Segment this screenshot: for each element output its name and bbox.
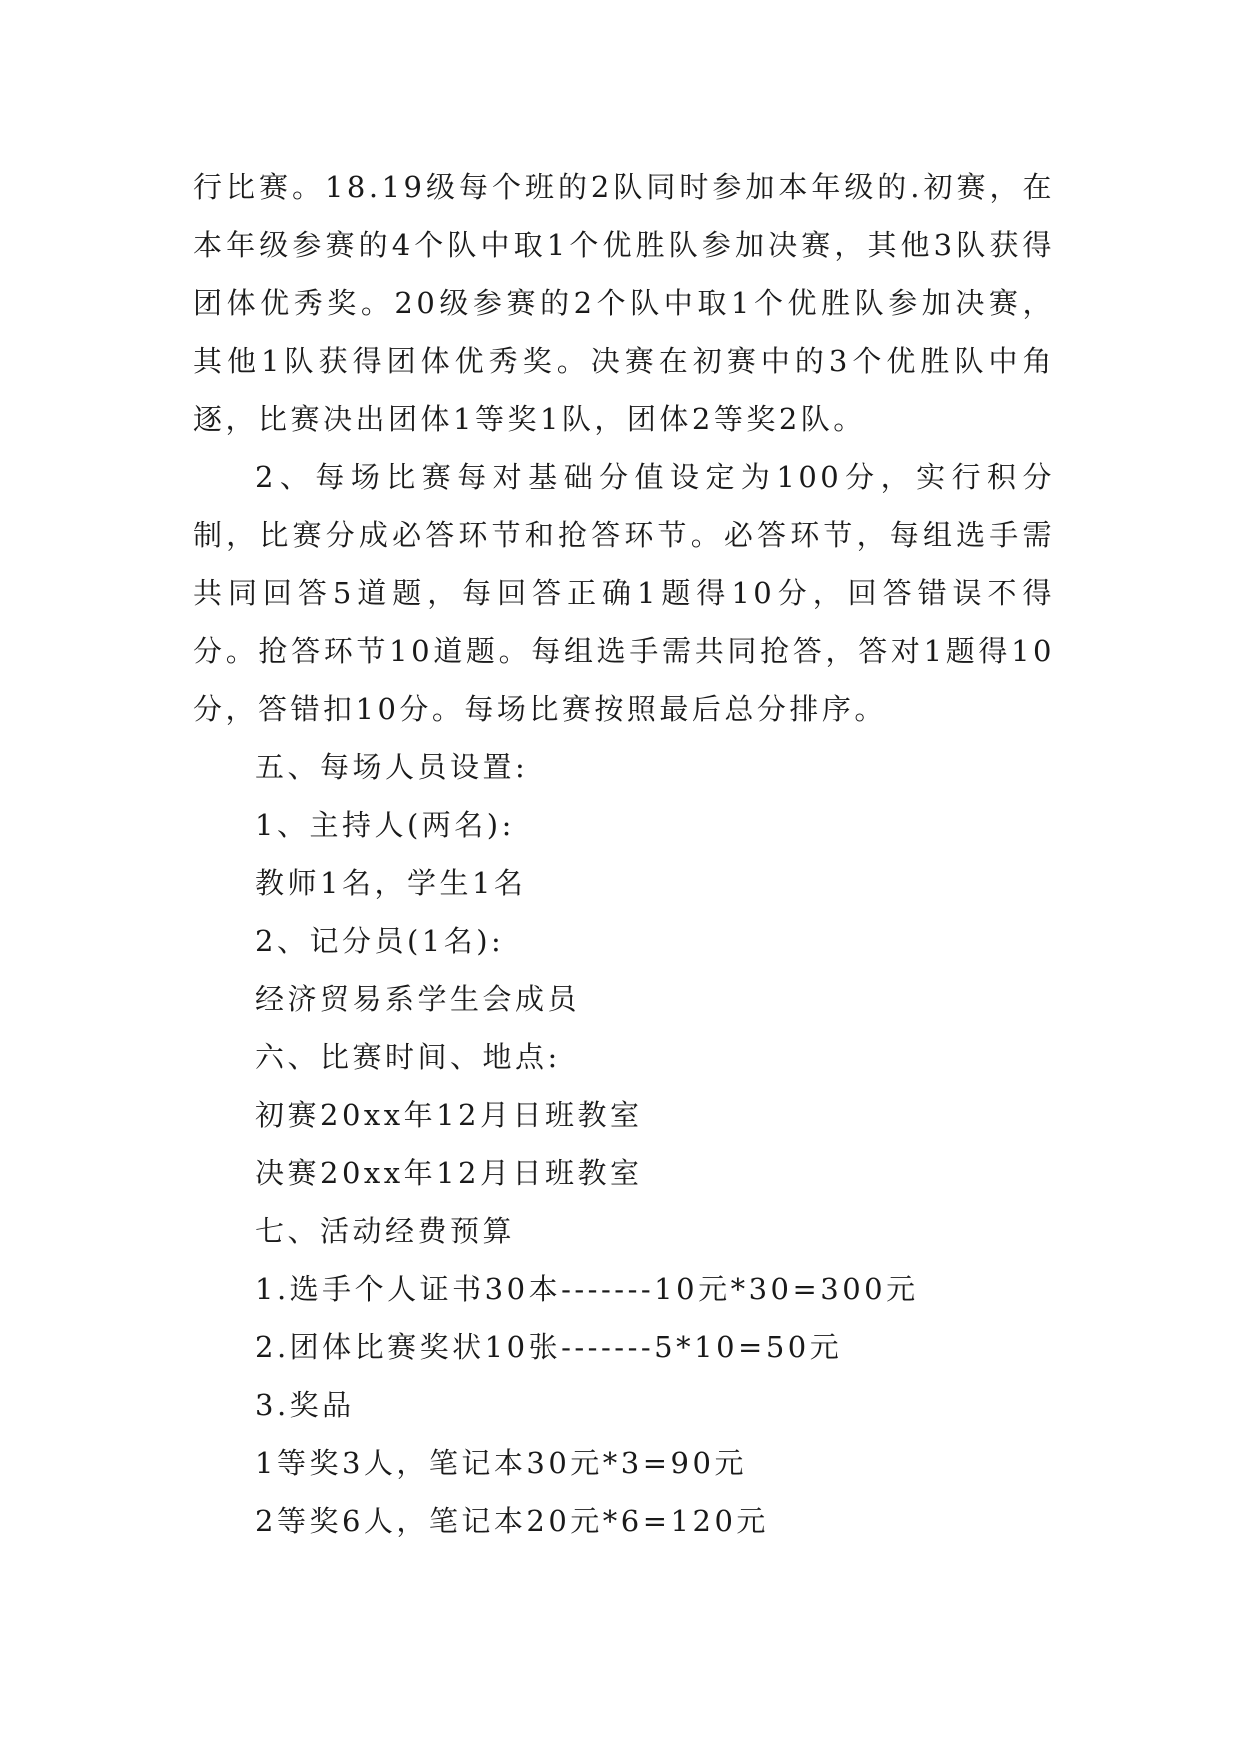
item-final: 决赛20xx年12月日班教室 [255, 1156, 643, 1190]
item-scorekeeper-detail: 经济贸易系学生会成员 [255, 982, 581, 1016]
heading-budget: 七、活动经费预算 [255, 1214, 516, 1248]
item-preliminary: 初赛20xx年12月日班教室 [255, 1098, 643, 1132]
prize-first: 1等奖3人，笔记本30元*3=90元 [255, 1446, 747, 1480]
heading-staffing: 五、每场人员设置: [255, 750, 529, 784]
item-hosts: 1、主持人(两名): [255, 808, 515, 842]
paragraph-competition-format: 行比赛。18.19级每个班的2队同时参加本年级的.初赛，在本年级参赛的4个队中取1个优胜队参加决赛，其他3队获得团体优秀奖。20级参赛的2个队中取1个优胜队参加决赛，其他1队获得团体优秀奖。决赛在初赛中的3个优胜队中角逐，比赛决出团体1等奖1队，团体2等奖2队。 [193, 170, 1055, 436]
budget-item-prizes: 3.奖品 [255, 1388, 355, 1422]
budget-item-awards: 2.团体比赛奖状10张-------5*10=50元 [255, 1330, 843, 1364]
budget-item-certificates: 1.选手个人证书30本-------10元*30=300元 [255, 1272, 919, 1306]
prize-second: 2等奖6人，笔记本20元*6=120元 [255, 1504, 769, 1538]
paragraph-scoring-rules: 2、每场比赛每对基础分值设定为100分，实行积分制，比赛分成必答环节和抢答环节。必答环节，每组选手需共同回答5道题，每回答正确1题得10分，回答错误不得分。抢答环节10道题。每组选手需共同抢答，答对1题得10分，答错扣10分。每场比赛按照最后总分排序。 [193, 460, 1055, 726]
document-body [193, 158, 1055, 1550]
item-scorekeeper: 2、记分员(1名): [255, 924, 505, 958]
item-hosts-detail: 教师1名，学生1名 [255, 866, 527, 900]
heading-time-location: 六、比赛时间、地点: [255, 1040, 561, 1074]
